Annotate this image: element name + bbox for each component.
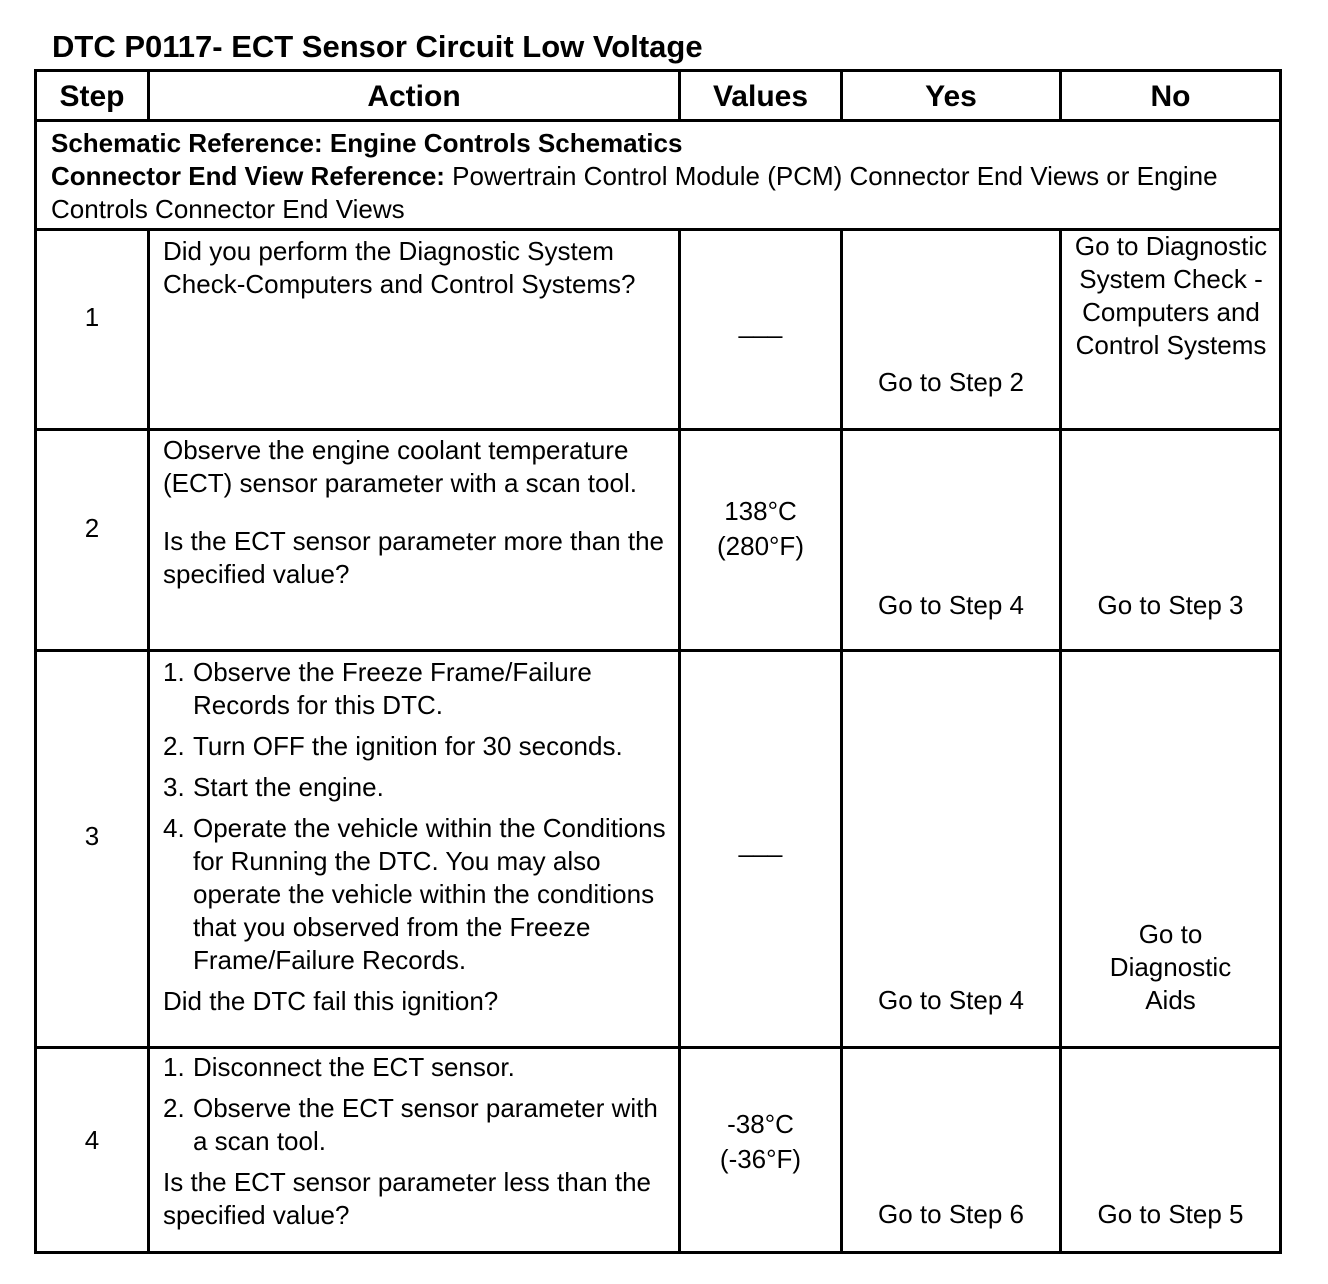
list-number: 2. [163,731,185,761]
schematic-reference: Schematic Reference: Engine Controls Schematics [51,128,683,158]
action-block [163,1051,668,1232]
header-step: Step [59,80,125,113]
value-text [681,494,840,564]
step-number: 3 [84,821,100,851]
header-values: Values [712,80,809,113]
connector-reference-label: Connector End View Reference: [51,161,445,191]
list-number: 1. [163,1052,185,1082]
action-text: Did you perform the Diagnostic System Check-Computers and Control Systems? [163,236,636,299]
yes-action: Go to Step 4 [878,985,1024,1015]
list-number: 2. [163,1093,185,1123]
divider [37,649,1279,652]
value-text [681,1107,840,1177]
step-number: 1 [84,302,100,332]
divider [147,228,150,1251]
no-action: Go to Step 5 [1097,1199,1244,1229]
header-yes: Yes [925,80,977,113]
yes-action: Go to Step 2 [878,367,1024,397]
page-title: DTC P0117- ECT Sensor Circuit Low Voltage [52,29,703,64]
list-number: 4. [163,813,185,843]
value-fahrenheit: (280°F) [717,531,804,561]
value-fahrenheit: (-36°F) [719,1144,802,1174]
header-no: No [1150,80,1191,113]
value-celsius: 138°C [724,496,797,526]
list-item: 1. Observe the Freeze Frame/Failure Records for this DTC. [163,657,592,720]
no-action: Go to Diagnostic Aids [1109,919,1232,1015]
step-number: 4 [84,1125,100,1155]
diagnostic-table [34,69,1282,1254]
header-action: Action [367,80,461,113]
connector-reference-text: Powertrain Control Module (PCM) Connector End Views or Engine Controls Connector End Views [51,161,1218,224]
action-question: Is the ECT sensor parameter less than the specified value? [163,1167,651,1230]
yes-action: Go to Step 6 [878,1199,1024,1229]
list-item: 2. Observe the ECT sensor parameter with a scan tool. [163,1093,658,1156]
list-number: 3. [163,772,185,802]
divider [37,1046,1279,1049]
divider [1059,228,1062,1251]
value-text: ___ [738,309,783,339]
list-number: 1. [163,657,185,687]
value-celsius: -38°C [727,1109,794,1139]
reference-block [51,127,1251,226]
step-number: 2 [84,513,100,543]
action-question: Is the ECT sensor parameter more than the specified value? [163,526,664,589]
action-block [163,434,668,591]
divider [37,428,1279,431]
value-text: ___ [738,828,783,858]
list-item: 2. Turn OFF the ignition for 30 seconds. [163,731,623,761]
no-action: Go to Diagnostic System Check - Computers and Control Systems [1074,231,1268,360]
list-item: 1. Disconnect the ECT sensor. [163,1052,515,1082]
no-action: Go to Step 3 [1097,590,1244,620]
action-question: Did the DTC fail this ignition? [163,986,499,1016]
divider [678,228,681,1251]
yes-action: Go to Step 4 [878,590,1024,620]
list-item: 4. Operate the vehicle within the Conditions for Running the DTC. You may also operate the vehicle within the conditions that you observed from the Freeze Frame/Failure Records. [163,813,666,975]
action-block [163,656,668,1018]
action-paragraph: Observe the engine coolant temperature (ECT) sensor parameter with a scan tool. [163,435,637,498]
list-item: 3. Start the engine. [163,772,384,802]
